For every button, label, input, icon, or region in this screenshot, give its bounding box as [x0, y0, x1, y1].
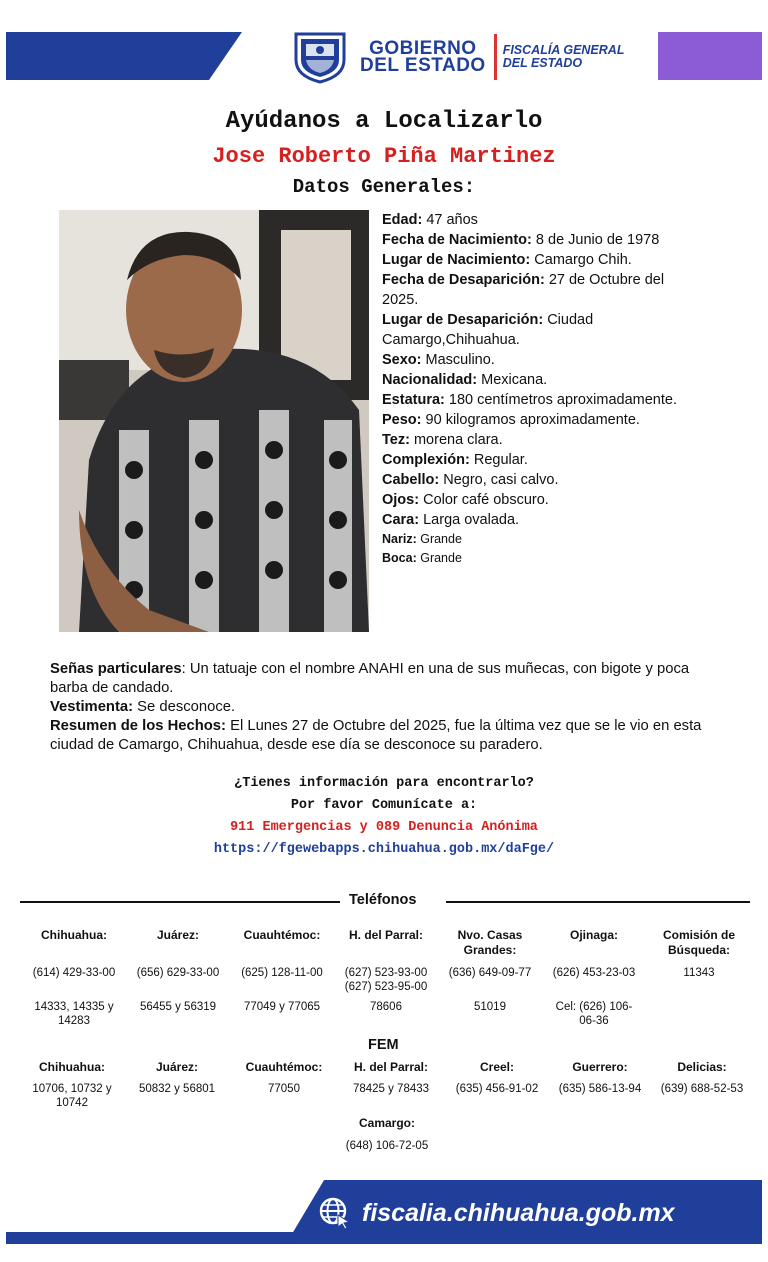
header-band-left	[6, 32, 242, 80]
dato-value: 27 de Octubre del 2025.	[382, 272, 665, 308]
tel-value: 56455 y 56319	[139, 1001, 217, 1013]
dato-label: Cara:	[382, 512, 420, 528]
dato-estatura	[382, 390, 702, 410]
tel-value	[646, 1000, 752, 1028]
senas-section	[50, 660, 720, 755]
tel-header: Comisión de Búsqueda:	[662, 928, 735, 957]
dato-label: Cabello:	[382, 472, 440, 488]
fiscalia-line-2: DEL ESTADO	[502, 56, 583, 70]
fem-value: 78425 y 78433	[352, 1083, 430, 1095]
please-contact: Por favor Comunícate a:	[290, 798, 478, 813]
dato-value: Regular.	[473, 452, 528, 468]
dato-label: Sexo:	[382, 352, 422, 368]
footer-band-left	[6, 1232, 306, 1244]
person-photo-drawing	[59, 210, 369, 632]
dato-tez	[382, 430, 702, 450]
state-seal-icon	[292, 30, 348, 84]
fem-table	[22, 1060, 752, 1110]
tel-header: Cuauhtémoc:	[243, 928, 321, 942]
dato-label: Peso:	[382, 412, 422, 428]
vestimenta	[50, 698, 720, 717]
dato-boca	[382, 549, 702, 568]
fem-header: Guerrero:	[572, 1060, 628, 1074]
camargo-phone: (648) 106-72-05	[345, 1140, 429, 1152]
dato-label: Nacionalidad:	[382, 372, 478, 388]
dato-label: Edad:	[382, 212, 423, 228]
fem-header: Cuauhtémoc:	[245, 1060, 323, 1074]
tel-value: (636) 649-09-77	[448, 967, 532, 979]
fem-header-row	[22, 1060, 752, 1075]
tel-value: (627) 523-93-00 (627) 523-95-00	[344, 967, 428, 993]
dato-value: Ciudad Camargo,Chihuahua.	[382, 312, 594, 348]
tel-value: (625) 128-11-00	[241, 967, 323, 979]
header-band-right	[658, 32, 762, 80]
telefonos-row	[22, 1000, 752, 1028]
tel-value: 77049 y 77065	[243, 1001, 321, 1013]
fem-value: 10706, 10732 y 10742	[32, 1083, 112, 1109]
gobierno-line-2: DEL ESTADO	[360, 55, 486, 76]
senas-value: : Un tatuaje con el nombre ANAHI en una de sus muñecas, con bigote y poca barba de candado.	[50, 661, 690, 696]
fem-value: (635) 586-13-94	[558, 1083, 642, 1095]
resumen-value: El Lunes 27 de Octubre del 2025, fue la última vez que se le vio en esta ciudad de Camargo, Chihuahua, desde ese día se desconoce su paradero.	[50, 718, 702, 753]
page-title: Ayúdanos a Localizarlo	[225, 108, 543, 135]
dato-value: Masculino.	[425, 352, 495, 368]
telefonos-header-row	[22, 928, 752, 958]
fem-value: (635) 456-91-02	[455, 1083, 539, 1095]
person-photo	[59, 210, 369, 632]
dato-cara	[382, 510, 702, 530]
divider-left	[20, 901, 340, 903]
dato-label: Boca:	[382, 551, 417, 565]
report-link[interactable]: https://fgewebapps.chihuahua.gob.mx/daFge/	[213, 842, 555, 857]
tel-header: Ojinaga:	[569, 928, 618, 942]
section-subtitle: Datos Generales:	[292, 176, 476, 198]
fem-camargo	[22, 1116, 752, 1153]
dato-cabello	[382, 470, 702, 490]
dato-peso	[382, 410, 702, 430]
fem-title: FEM	[368, 1037, 399, 1053]
tel-value: 14333, 14335 y 14283	[34, 1001, 114, 1027]
telefonos-row	[22, 966, 752, 994]
fem-header: Chihuahua:	[39, 1060, 105, 1074]
vestimenta-label: Vestimenta:	[50, 699, 134, 715]
resumen-hechos	[50, 717, 720, 755]
dato-value: Larga ovalada.	[423, 512, 520, 528]
senas-particulares	[50, 660, 720, 698]
fiscalia-line-1: FISCALÍA GENERAL	[502, 43, 625, 57]
telefonos-table	[22, 928, 752, 1028]
emergency-numbers: 911 Emergencias y 089 Denuncia Anónima	[230, 820, 538, 835]
dato-lugar-nacimiento	[382, 250, 702, 270]
tel-value: (656) 629-33-00	[136, 967, 220, 979]
fem-row	[22, 1082, 752, 1110]
senas-label: Señas particulares	[50, 661, 182, 677]
resumen-label: Resumen de los Hechos:	[50, 718, 226, 734]
dato-value: Grande	[420, 551, 462, 565]
fem-header: Delicias:	[677, 1060, 727, 1074]
gobierno-line-1: GOBIERNO	[369, 38, 477, 59]
fem-value: (639) 688-52-53	[660, 1083, 744, 1095]
dato-fecha-nacimiento	[382, 230, 702, 250]
tel-value: (614) 429-33-00	[32, 967, 116, 979]
dato-value: 180 centímetros aproximadamente.	[448, 392, 677, 408]
dato-value: Camargo Chih.	[534, 252, 632, 268]
dato-value: Color café obscuro.	[423, 492, 549, 508]
tel-value: 78606	[370, 1001, 402, 1013]
telefonos-title: Teléfonos	[349, 892, 417, 908]
fem-value: 77050	[268, 1083, 300, 1095]
fem-header: Creel:	[479, 1060, 514, 1074]
dato-sexo	[382, 350, 702, 370]
dato-lugar-desaparicion	[382, 310, 702, 350]
dato-fecha-desaparicion	[382, 270, 702, 310]
tel-header: Nvo. Casas Grandes:	[457, 928, 523, 957]
tel-header: H. del Parral:	[348, 928, 424, 942]
dato-value: Grande	[420, 532, 462, 546]
dato-label: Fecha de Desaparición:	[382, 272, 545, 288]
fem-header: H. del Parral:	[353, 1060, 429, 1074]
dato-label: Fecha de Nacimiento:	[382, 232, 532, 248]
info-question: ¿Tienes información para encontrarlo?	[234, 776, 534, 791]
dato-label: Lugar de Nacimiento:	[382, 252, 531, 268]
gobierno-text	[360, 40, 486, 74]
dato-nacionalidad	[382, 370, 702, 390]
dato-value: Negro, casi calvo.	[443, 472, 559, 488]
dato-label: Lugar de Desaparición:	[382, 312, 544, 328]
tel-header: Chihuahua:	[41, 928, 107, 942]
dato-value: 8 de Junio de 1978	[535, 232, 660, 248]
dato-nariz	[382, 530, 702, 549]
tel-value: 51019	[474, 1001, 506, 1013]
dato-value: 90 kilogramos aproximadamente.	[425, 412, 640, 428]
globe-cursor-icon	[318, 1196, 352, 1230]
dato-complexion	[382, 450, 702, 470]
tel-value: Cel: (626) 106-06-36	[555, 1001, 633, 1027]
tel-header: Juárez:	[156, 928, 200, 942]
dato-ojos	[382, 490, 702, 510]
dato-label: Ojos:	[382, 492, 420, 508]
dato-edad	[382, 210, 702, 230]
dato-label: Estatura:	[382, 392, 445, 408]
dato-label: Complexión:	[382, 452, 470, 468]
tel-value: 11343	[683, 967, 715, 979]
tel-value: (626) 453-23-03	[552, 967, 636, 979]
logo-separator	[494, 34, 497, 80]
fiscalia-text	[503, 44, 625, 70]
divider-right	[446, 901, 750, 903]
person-name: Jose Roberto Piña Martinez	[212, 144, 556, 169]
fem-header: Juárez:	[155, 1060, 199, 1074]
fem-value: 50832 y 56801	[138, 1083, 216, 1095]
dato-label: Nariz:	[382, 532, 417, 546]
dato-value: 47 años	[426, 212, 478, 228]
datos-generales-list	[382, 210, 702, 568]
footer-site-text: fiscalia.chihuahua.gob.mx	[362, 1198, 675, 1227]
dato-value: Mexicana.	[481, 372, 548, 388]
header-logo	[292, 30, 624, 84]
camargo-label: Camargo:	[358, 1116, 415, 1130]
dato-label: Tez:	[382, 432, 410, 448]
dato-value: morena clara.	[413, 432, 503, 448]
footer-website[interactable]	[318, 1196, 675, 1230]
vestimenta-value: Se desconoce.	[133, 699, 236, 715]
